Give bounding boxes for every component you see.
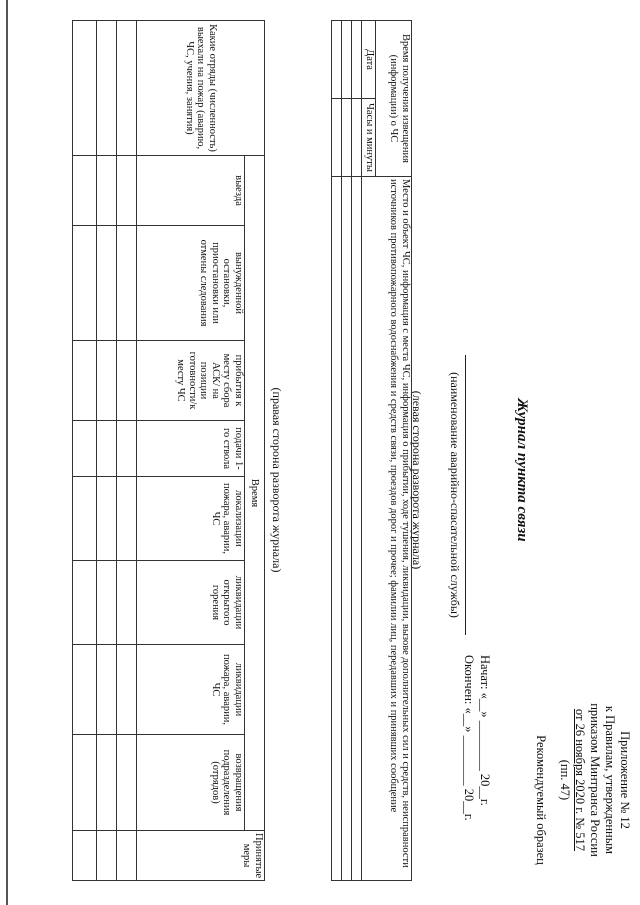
table-cell bbox=[117, 735, 137, 831]
table-cell bbox=[97, 421, 117, 477]
end-date-label: Окончен: «__» ________ 20__г. bbox=[462, 655, 476, 821]
table-cell bbox=[342, 99, 352, 177]
table-cell bbox=[117, 226, 137, 341]
table-cell bbox=[97, 831, 117, 881]
table-cell bbox=[73, 561, 97, 645]
journal-title: Журнал пункта связи bbox=[514, 398, 530, 542]
appendix-line: приказом Минтранса России bbox=[588, 703, 602, 857]
appendix-line: Приложение № 12 bbox=[618, 731, 632, 829]
table-cell bbox=[352, 177, 362, 881]
table-cell bbox=[97, 561, 117, 645]
table-cell bbox=[342, 21, 352, 99]
units-header: Какие отряды (численность) выехали на пожар (аварию, ЧС, учения, занятия) bbox=[137, 21, 265, 156]
left-side-table bbox=[331, 20, 412, 881]
service-name-line bbox=[465, 355, 466, 635]
place-header: Место и объект ЧС, информация с места ЧС, информация о прибытии, ходе тушения, ликвидации, вызове дополнительных сил и средств, неисправности источников противопожарного водоснабжения и средств связи, проездов дорог и прочее; фамилии лиц, передавших и принявших сообщение bbox=[362, 177, 412, 881]
hours-header: Часы и минуты bbox=[362, 99, 376, 177]
time-col-first-barrel: подачи 1-го ствола bbox=[137, 421, 245, 477]
table-cell bbox=[117, 421, 137, 477]
appendix-line: от 26 ноября 2020 г. № 517 bbox=[573, 708, 587, 852]
time-col-return: возвращения подразделения (отрядов) bbox=[137, 735, 245, 831]
table-cell bbox=[97, 341, 117, 421]
service-caption: (наименование аварийно-спасательной службы) bbox=[448, 372, 462, 618]
start-date-label: Начат: «__» ________ 20__г. bbox=[478, 655, 492, 806]
table-cell bbox=[97, 735, 117, 831]
right-side-caption: (правая сторона разворота журнала) bbox=[270, 387, 284, 573]
table-cell bbox=[117, 645, 137, 735]
time-col-open-burning: ликвидации открытого горения bbox=[137, 561, 245, 645]
notice-time-header: Время получения извещения (информации) о ЧС bbox=[376, 21, 412, 177]
appendix-line: к Правилам, утвержденным bbox=[603, 705, 617, 855]
table-cell bbox=[73, 226, 97, 341]
table-cell bbox=[73, 477, 97, 561]
table-cell bbox=[117, 561, 137, 645]
table-cell bbox=[342, 177, 352, 881]
time-col-arrival: прибытия к месту сбора АСК/ на позиции готовности/к месту ЧС bbox=[137, 341, 245, 421]
appendix-block bbox=[557, 660, 632, 900]
table-cell bbox=[97, 156, 117, 226]
time-col-liquidation: ликвидации пожара, аварии, ЧС bbox=[137, 645, 245, 735]
table-cell bbox=[352, 99, 362, 177]
time-col-forced-stop: вынужденной остановки, приостановки или отмены следования bbox=[137, 226, 245, 341]
scan-edge bbox=[6, 0, 8, 905]
time-col-departure: выезда bbox=[137, 156, 245, 226]
table-cell bbox=[332, 177, 342, 881]
table-cell bbox=[97, 21, 117, 156]
recommended-label: Рекомендуемый образец bbox=[534, 735, 548, 865]
table-cell bbox=[117, 21, 137, 156]
table-cell bbox=[73, 735, 97, 831]
table-cell bbox=[332, 99, 342, 177]
left-side-caption: (левая сторона разворота журнала) bbox=[410, 390, 424, 570]
table-cell bbox=[73, 645, 97, 735]
table-cell bbox=[97, 477, 117, 561]
table-cell bbox=[117, 831, 137, 881]
table-cell bbox=[117, 156, 137, 226]
time-col-localization: локализации пожара, аварии, ЧС bbox=[137, 477, 245, 561]
table-cell bbox=[73, 341, 97, 421]
table-cell bbox=[332, 21, 342, 99]
time-header: Время bbox=[245, 156, 265, 831]
table-cell bbox=[73, 156, 97, 226]
appendix-line: (пп. 47) bbox=[558, 759, 572, 801]
date-header: Дата bbox=[362, 21, 376, 99]
table-cell bbox=[73, 421, 97, 477]
table-cell bbox=[352, 21, 362, 99]
table-cell bbox=[73, 21, 97, 156]
table-cell bbox=[117, 341, 137, 421]
table-cell bbox=[73, 831, 97, 881]
table-cell bbox=[97, 226, 117, 341]
right-side-table bbox=[72, 20, 265, 881]
table-cell bbox=[97, 645, 117, 735]
table-cell bbox=[117, 477, 137, 561]
measures-header: Принятые меры bbox=[137, 831, 265, 881]
